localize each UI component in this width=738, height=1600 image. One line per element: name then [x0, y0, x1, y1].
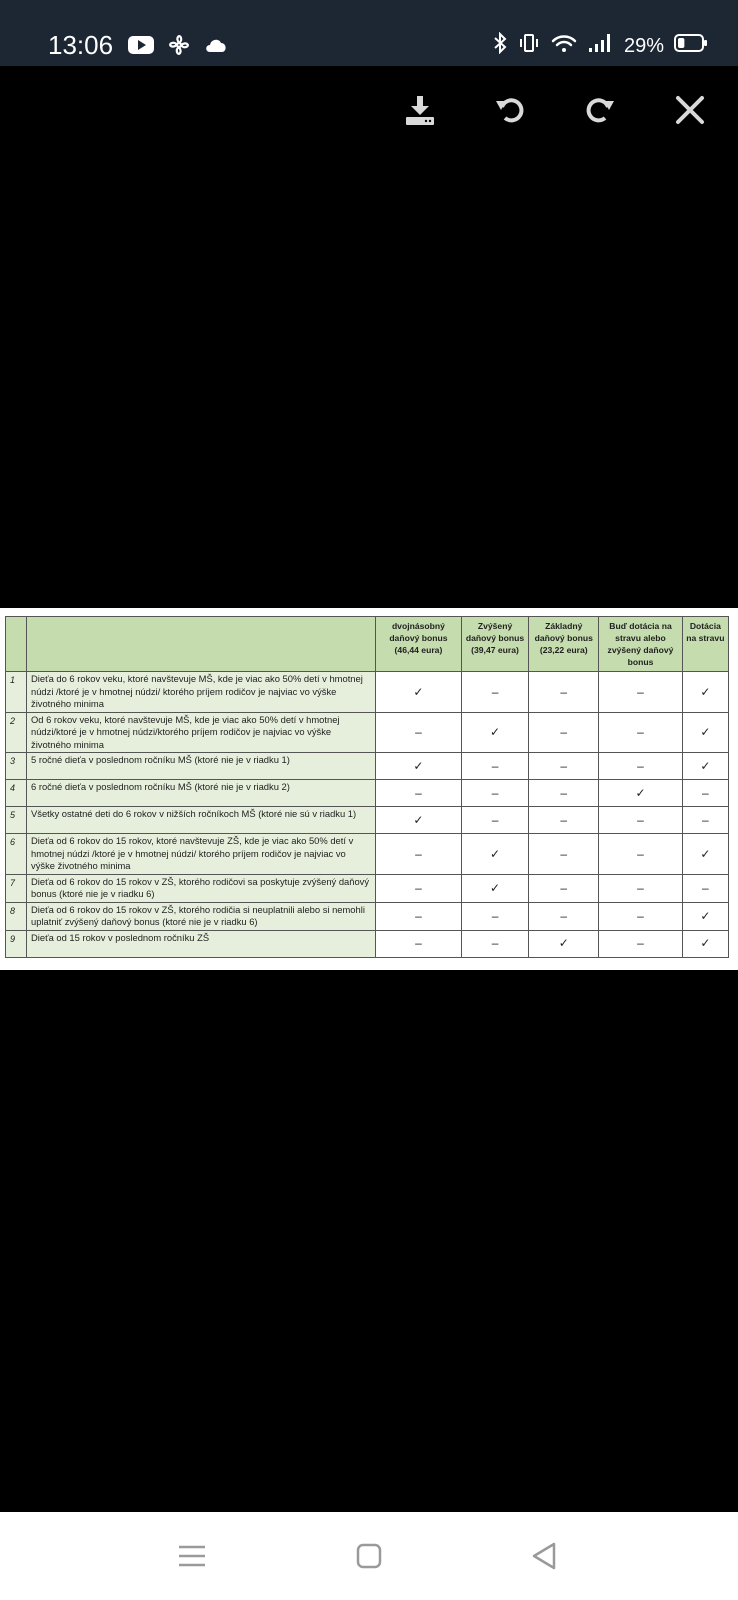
dash-cell: – [529, 753, 599, 780]
navigation-bar [0, 1512, 738, 1600]
row-number: 9 [6, 930, 27, 957]
checkmark-cell: ✓ [376, 753, 462, 780]
dash-cell: – [599, 753, 682, 780]
header-cell [27, 617, 376, 672]
row-number: 1 [6, 672, 27, 713]
dash-cell: – [461, 672, 528, 713]
status-time: 13:06 [48, 30, 114, 60]
table-row [6, 930, 729, 957]
dash-cell: – [529, 902, 599, 930]
signal-icon [588, 32, 614, 60]
status-bar [0, 0, 738, 66]
row-description: 5 ročné dieťa v poslednom ročníku MŠ (ktoré nie je v riadku 1) [27, 753, 376, 780]
row-number: 7 [6, 874, 27, 902]
table-row [6, 807, 729, 834]
youtube-icon [128, 36, 154, 59]
battery-icon [674, 33, 708, 59]
table-header-row [6, 617, 729, 672]
row-description: Dieťa od 6 rokov do 15 rokov, ktoré navštevuje ZŠ, kde je viac ako 50% detí v hmotnej núdzi /ktoré je v hmotnej núdzi/ ktorého príjem rodičov je najviac vo výške životného minima [27, 834, 376, 875]
checkmark-cell: ✓ [682, 834, 728, 875]
row-description: 6 ročné dieťa v poslednom ročníku MŠ (ktoré nie je v riadku 2) [27, 780, 376, 807]
rotate-left-icon[interactable] [488, 88, 532, 132]
row-number: 2 [6, 712, 27, 753]
checkmark-cell: ✓ [461, 834, 528, 875]
viewed-image[interactable] [0, 608, 738, 970]
table-row [6, 902, 729, 930]
checkmark-cell: ✓ [461, 874, 528, 902]
download-icon[interactable] [398, 88, 442, 132]
row-description: Od 6 rokov veku, ktoré navštevuje MŠ, kde je viac ako 50% detí v hmotnej núdzi/ktoré je v hmotnej núdzi/ktorého príjem rodičov je najviac vo výške životného minima [27, 712, 376, 753]
row-number: 4 [6, 780, 27, 807]
dash-cell: – [529, 874, 599, 902]
dash-cell: – [529, 834, 599, 875]
checkmark-cell: ✓ [529, 930, 599, 957]
row-description: Všetky ostatné deti do 6 rokov v nižších ročníkoch MŠ (ktoré nie sú v riadku 1) [27, 807, 376, 834]
dash-cell: – [529, 807, 599, 834]
header-cell: Buď dotácia na stravu alebo zvýšený daňový bonus [599, 617, 682, 672]
row-description: Dieťa od 15 rokov v poslednom ročníku ZŠ [27, 930, 376, 957]
table-row [6, 874, 729, 902]
row-number: 8 [6, 902, 27, 930]
dash-cell: – [599, 807, 682, 834]
dash-cell: – [599, 902, 682, 930]
wifi-icon [550, 32, 578, 60]
checkmark-cell: ✓ [376, 672, 462, 713]
checkmark-cell: ✓ [376, 807, 462, 834]
home-icon[interactable] [347, 1534, 391, 1578]
tax-bonus-table [5, 616, 729, 958]
dash-cell: – [599, 834, 682, 875]
checkmark-cell: ✓ [682, 930, 728, 957]
dash-cell: – [529, 780, 599, 807]
dash-cell: – [682, 874, 728, 902]
table-row [6, 753, 729, 780]
checkmark-cell: ✓ [682, 712, 728, 753]
bluetooth-icon [492, 32, 508, 60]
row-number: 5 [6, 807, 27, 834]
dash-cell: – [682, 780, 728, 807]
dash-cell: – [529, 672, 599, 713]
header-cell [6, 617, 27, 672]
checkmark-cell: ✓ [599, 780, 682, 807]
dash-cell: – [682, 807, 728, 834]
row-description: Dieťa od 6 rokov do 15 rokov v ZŠ, ktorého rodičovi sa poskytuje zvýšený daňový bonus (ktoré nie je v riadku 6) [27, 874, 376, 902]
close-icon[interactable] [668, 88, 712, 132]
row-description: Dieťa do 6 rokov veku, ktoré navštevuje MŠ, kde je viac ako 50% detí v hmotnej núdzi /ktoré je v hmotnej núdzi/ ktorého príjem rodičov je najviac vo výške životného minima [27, 672, 376, 713]
rotate-right-icon[interactable] [578, 88, 622, 132]
header-cell: dvojnásobný daňový bonus (46,44 eura) [376, 617, 462, 672]
dash-cell: – [376, 902, 462, 930]
checkmark-cell: ✓ [682, 902, 728, 930]
dash-cell: – [376, 834, 462, 875]
row-number: 3 [6, 753, 27, 780]
dash-cell: – [599, 672, 682, 713]
cloud-icon [204, 37, 228, 58]
checkmark-cell: ✓ [682, 672, 728, 713]
row-number: 6 [6, 834, 27, 875]
dash-cell: – [529, 712, 599, 753]
table-row [6, 672, 729, 713]
header-cell: Dotácia na stravu [682, 617, 728, 672]
dash-cell: – [461, 753, 528, 780]
row-description: Dieťa od 6 rokov do 15 rokov v ZŠ, ktorého rodičia si neuplatnili alebo si nemohli uplatniť zvýšený daňový bonus (ktoré nie je v riadku 6) [27, 902, 376, 930]
battery-text: 29% [623, 34, 664, 57]
checkmark-cell: ✓ [682, 753, 728, 780]
table-row [6, 780, 729, 807]
dash-cell: – [461, 780, 528, 807]
table-row [6, 712, 729, 753]
dash-cell: – [461, 807, 528, 834]
header-cell: Zvýšený daňový bonus (39,47 eura) [461, 617, 528, 672]
vibrate-icon [518, 32, 540, 60]
recent-apps-icon[interactable] [170, 1534, 214, 1578]
dash-cell: – [599, 712, 682, 753]
table-row [6, 834, 729, 875]
dash-cell: – [376, 780, 462, 807]
dash-cell: – [599, 874, 682, 902]
dash-cell: – [599, 930, 682, 957]
dash-cell: – [461, 930, 528, 957]
dash-cell: – [376, 712, 462, 753]
dash-cell: – [376, 930, 462, 957]
fan-icon [168, 34, 190, 61]
dash-cell: – [461, 902, 528, 930]
back-icon[interactable] [522, 1534, 566, 1578]
header-cell: Základný daňový bonus (23,22 eura) [529, 617, 599, 672]
dash-cell: – [376, 874, 462, 902]
checkmark-cell: ✓ [461, 712, 528, 753]
